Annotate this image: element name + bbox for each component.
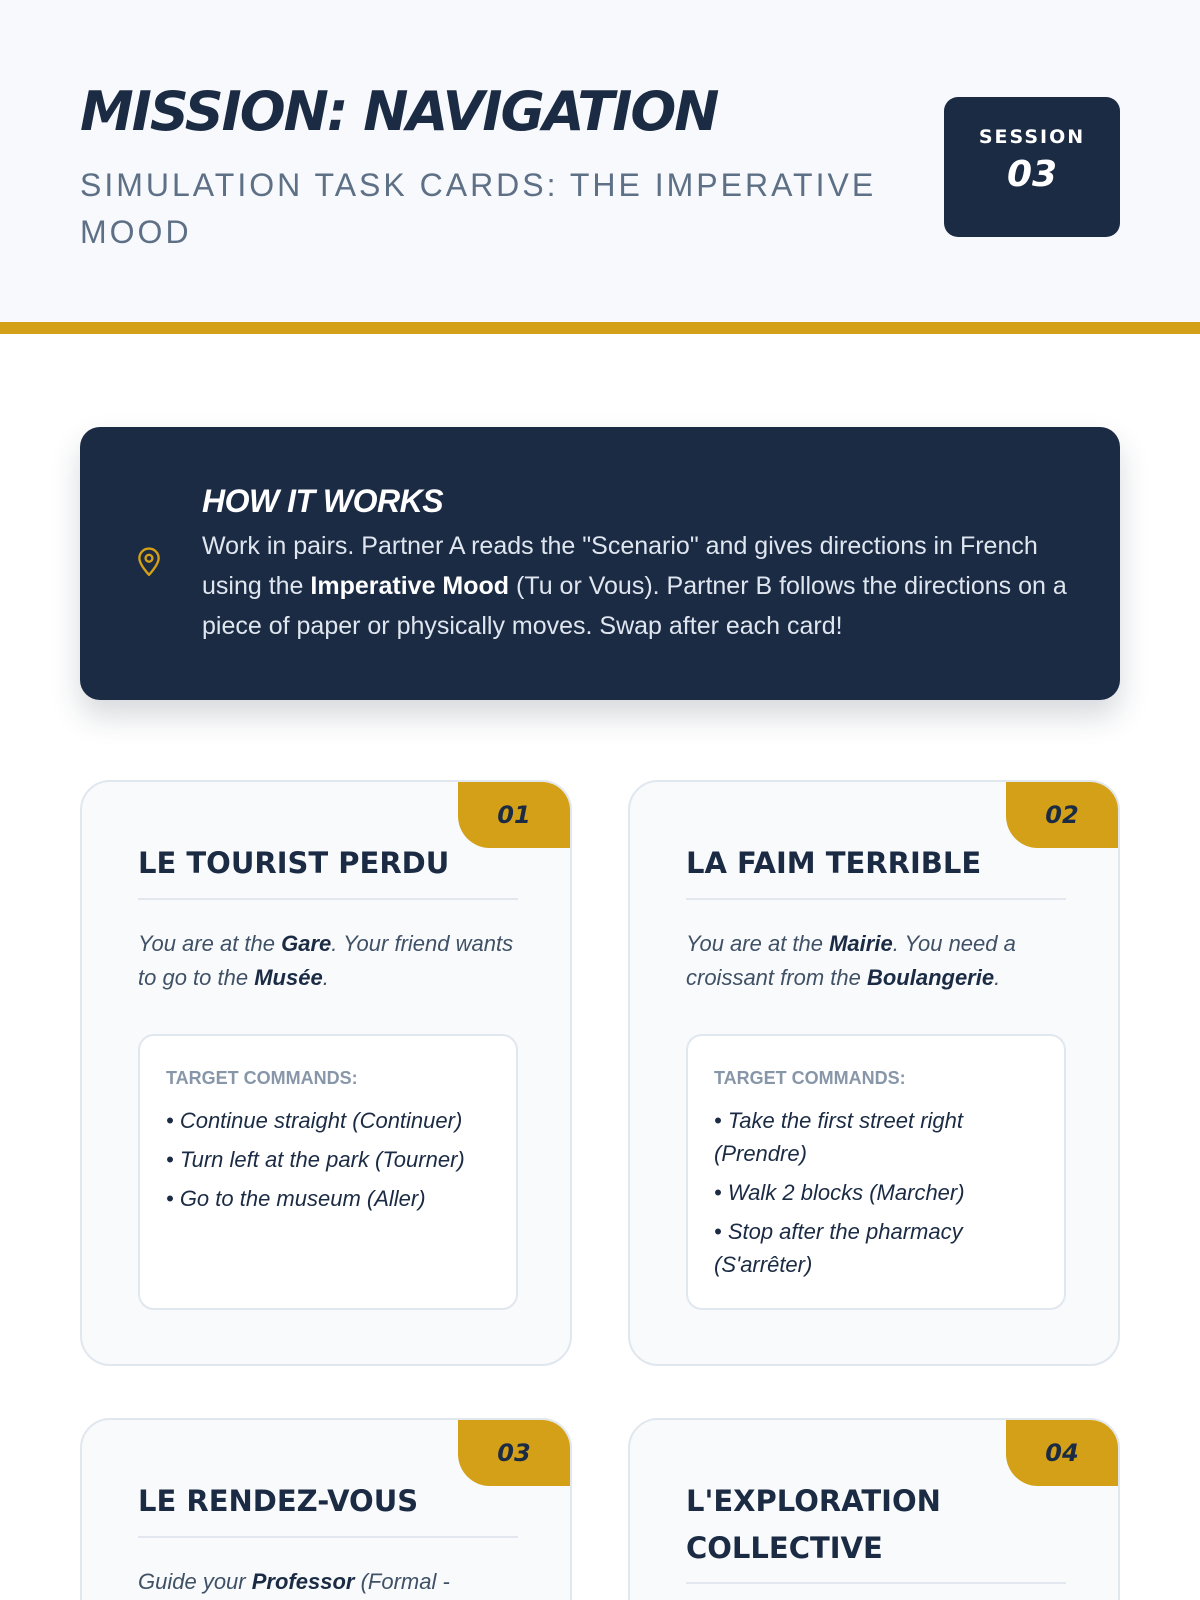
page-header xyxy=(0,0,1200,334)
card-title: L'EXPLORATION COLLECTIVE xyxy=(686,1484,941,1565)
card-number: 01 xyxy=(458,782,570,848)
task-card xyxy=(80,1418,572,1600)
target-commands-box xyxy=(138,1034,518,1310)
card-scenario: You are at the Mairie. You need a croissant from the Boulangerie. xyxy=(686,931,1016,990)
page-subtitle: SIMULATION TASK CARDS: THE IMPERATIVE MOOD xyxy=(80,167,877,250)
card-title: LE RENDEZ-VOUS xyxy=(138,1484,419,1518)
card-scenario: You are at the Gare. Your friend wants to go to the Musée. xyxy=(138,931,514,990)
card-scenario: Guide your Professor (Formal - xyxy=(138,1569,450,1594)
command-item: • Turn left at the park (Tourner) xyxy=(166,1147,465,1172)
card-title: LA FAIM TERRIBLE xyxy=(686,846,982,880)
session-number: 03 xyxy=(1006,154,1058,195)
command-item: • Take the first street right (Prendre) xyxy=(714,1108,963,1166)
command-item: • Walk 2 blocks (Marcher) xyxy=(714,1180,965,1205)
imperative-mood-highlight: Imperative Mood xyxy=(310,572,510,600)
page-title: MISSION: NAVIGATION xyxy=(80,80,718,143)
card-title: LE TOURIST PERDU xyxy=(138,846,450,880)
card-divider xyxy=(686,898,1066,900)
how-it-works-title: HOW IT WORKS xyxy=(202,483,444,519)
target-commands-list xyxy=(166,1104,496,1221)
task-card xyxy=(628,1418,1120,1600)
card-divider xyxy=(138,898,518,900)
command-item: • Go to the museum (Aller) xyxy=(166,1186,426,1211)
target-commands-heading: TARGET COMMANDS: xyxy=(166,1068,358,1088)
task-card xyxy=(80,780,572,1366)
command-item: • Continue straight (Continuer) xyxy=(166,1108,463,1133)
how-it-works-panel xyxy=(80,427,1120,700)
card-number: 03 xyxy=(458,1420,570,1486)
map-pin-icon xyxy=(136,547,162,577)
task-card xyxy=(628,780,1120,1366)
card-number: 04 xyxy=(1006,1420,1118,1486)
session-label: SESSION xyxy=(978,126,1086,148)
card-divider xyxy=(686,1582,1066,1584)
card-divider xyxy=(138,1536,518,1538)
target-commands-heading: TARGET COMMANDS: xyxy=(714,1068,906,1088)
target-commands-box xyxy=(686,1034,1066,1310)
target-commands-list xyxy=(714,1104,1044,1287)
command-item: • Stop after the pharmacy (S'arrêter) xyxy=(714,1219,963,1277)
session-badge xyxy=(944,97,1120,237)
how-it-works-text: Work in pairs. Partner A reads the "Scenario" and gives directions in French using the Imperative Mood (Tu or Vous). Partner B follows the directions on a piece of paper or physically moves. Swap after each card! xyxy=(202,532,1067,640)
card-number: 02 xyxy=(1006,782,1118,848)
